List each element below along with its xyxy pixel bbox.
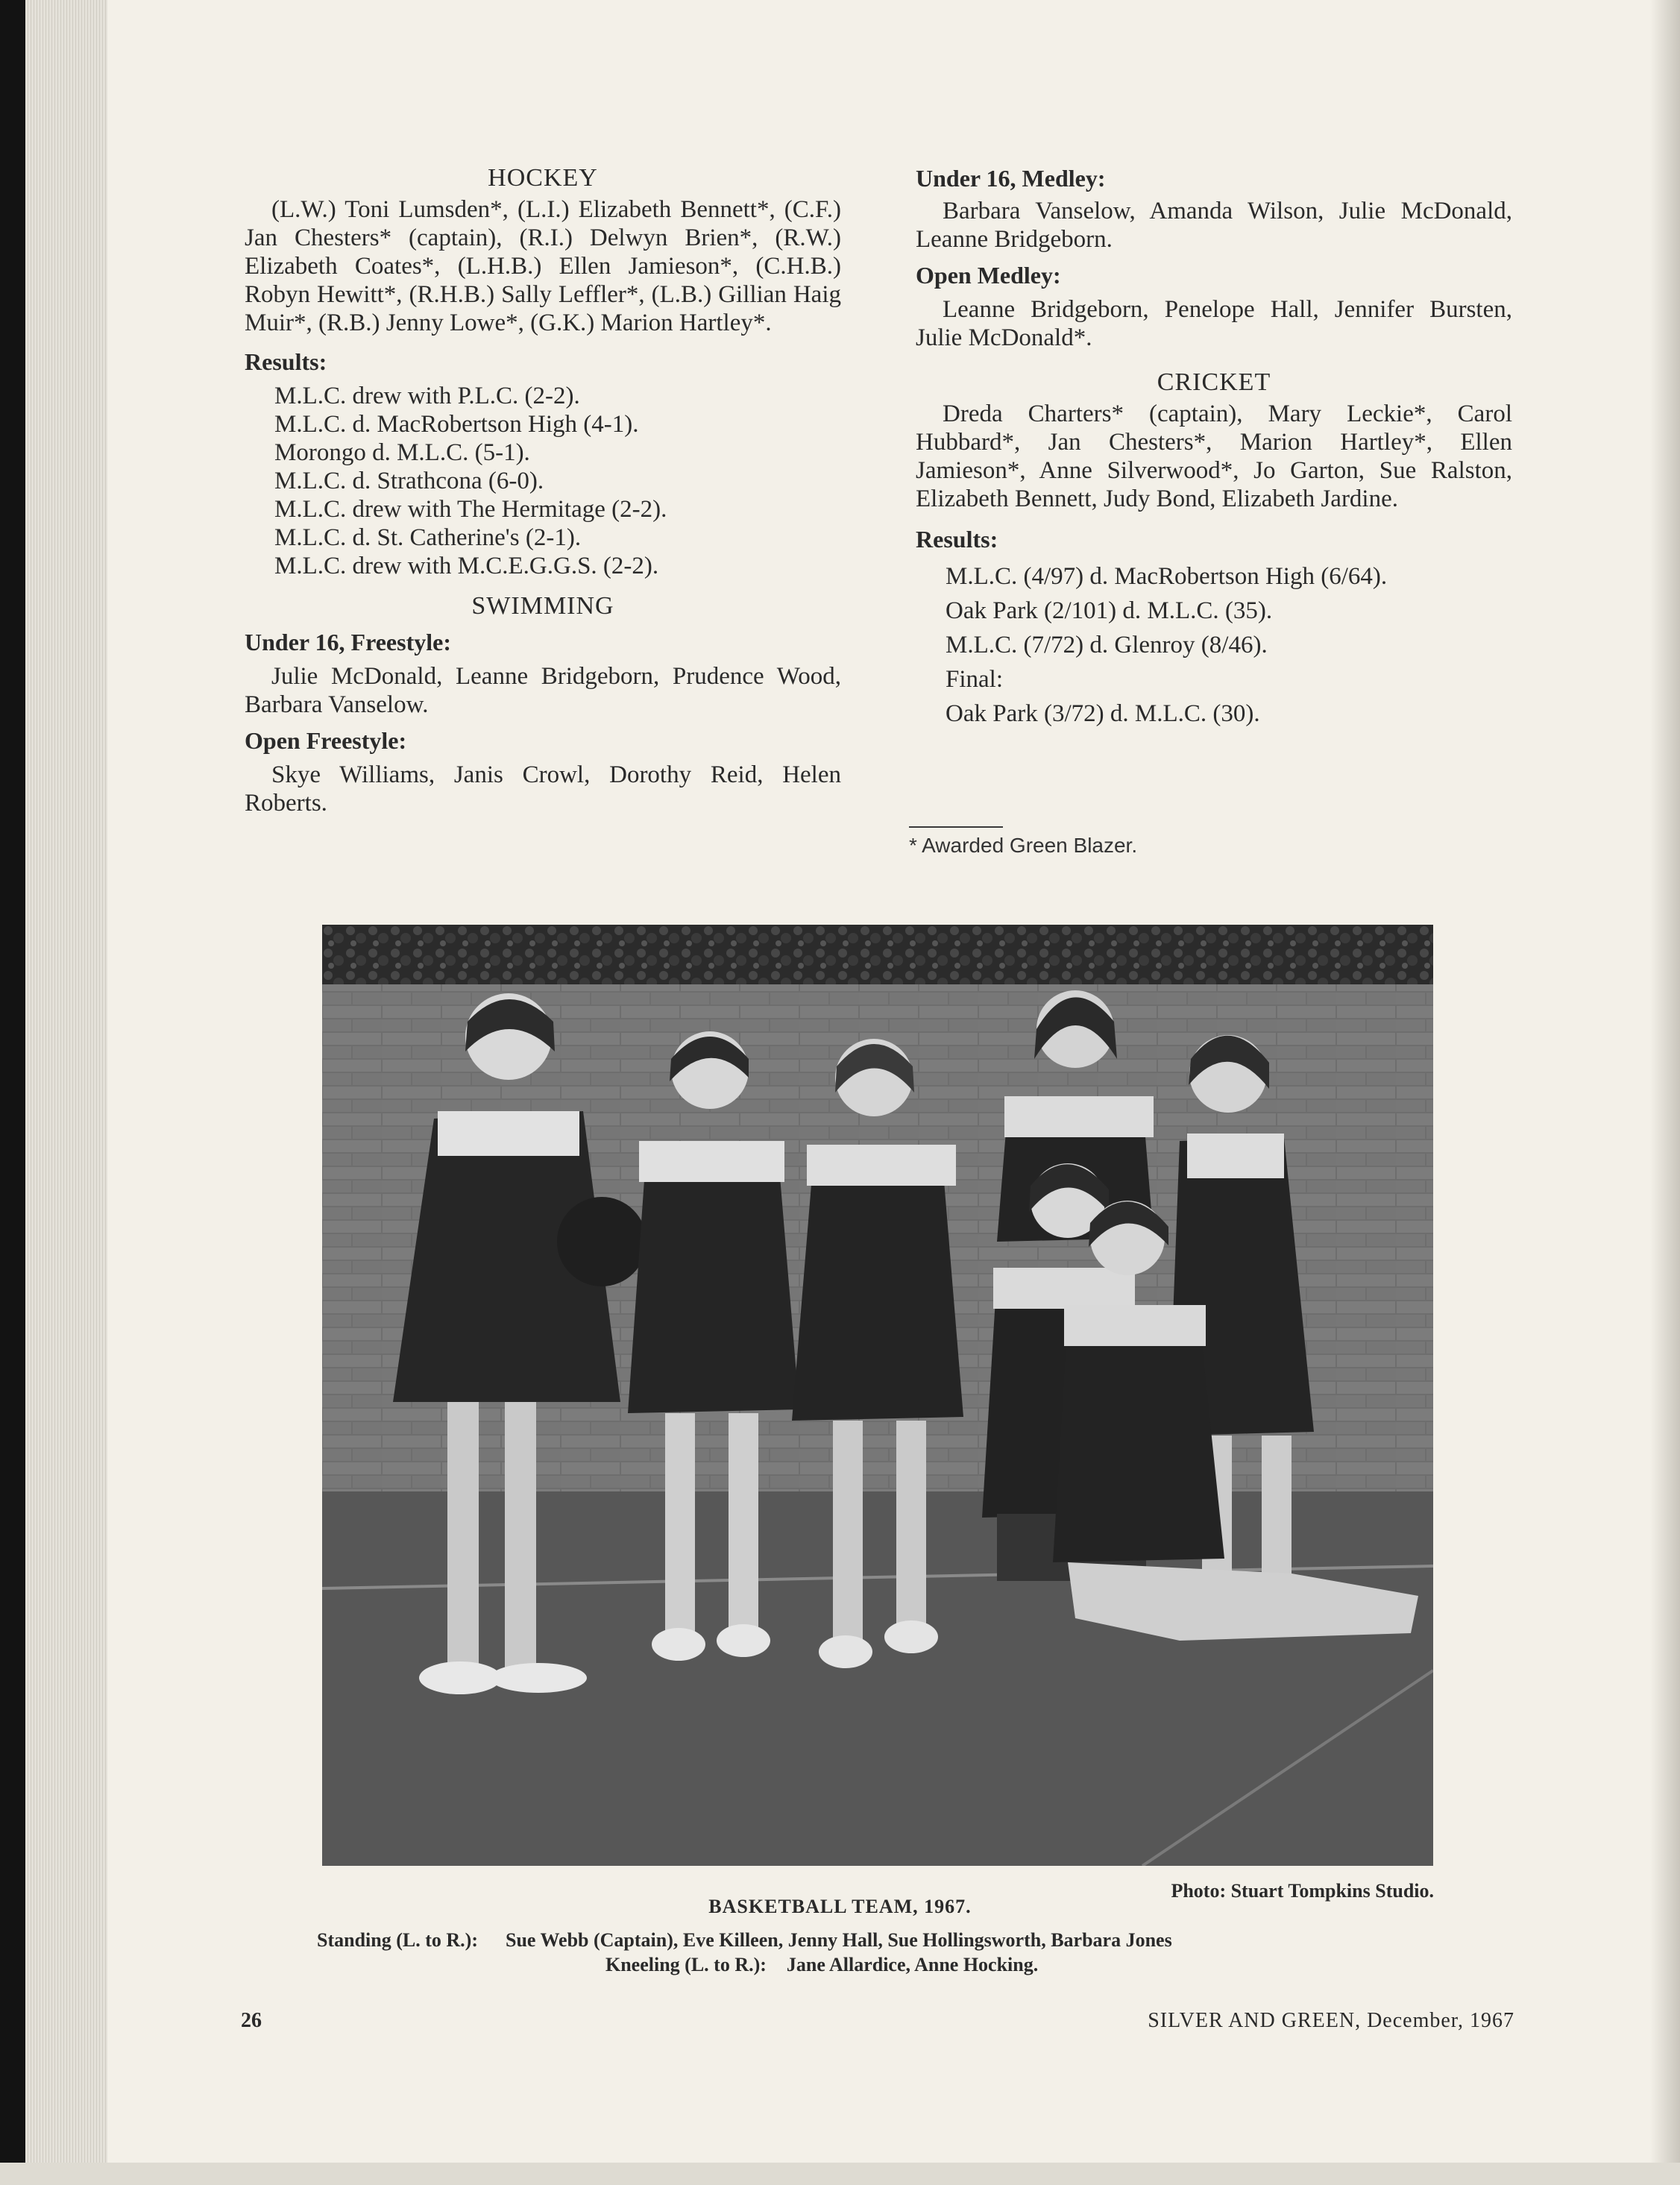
page-number: 26: [241, 2009, 262, 2032]
cricket-heading: CRICKET: [1157, 368, 1271, 396]
open-freestyle-label: Open Freestyle:: [245, 727, 407, 754]
left-column: [245, 164, 841, 817]
hockey-results-list: [245, 382, 841, 580]
open-medley-label: Open Medley:: [916, 262, 1061, 289]
hockey-result: M.L.C. drew with The Hermitage (2-2).: [274, 496, 667, 523]
swimming-heading: SWIMMING: [471, 592, 614, 620]
kneeling-names: Jane Allardice, Anne Hocking.: [786, 1954, 1039, 1975]
hockey-result: M.L.C. drew with M.C.E.G.G.S. (2-2).: [274, 553, 659, 579]
right-column: [916, 164, 1512, 731]
cricket-result: M.L.C. (7/72) d. Glenroy (8/46).: [946, 632, 1268, 658]
under16-medley-names: Barbara Vanselow, Amanda Wilson, Julie McDonald, Leanne Bridgeborn.: [916, 198, 1512, 253]
standing-names: Sue Webb (Captain), Eve Killeen, Jenny Hall, Sue Hollingsworth, Barbara Jones: [505, 1929, 1172, 1951]
footnote-rule: [909, 826, 1003, 828]
hockey-result: M.L.C. d. Strathcona (6-0).: [274, 468, 544, 494]
cricket-result-final-label: Final:: [946, 666, 1004, 693]
right-page-edge: [1650, 0, 1680, 2185]
hockey-result: M.L.C. drew with P.L.C. (2-2).: [274, 383, 580, 409]
cricket-result: M.L.C. (4/97) d. MacRobertson High (6/64).: [946, 563, 1388, 590]
team-photograph: [322, 925, 1433, 1866]
book-spine: [0, 0, 25, 2185]
hockey-result: M.L.C. d. St. Catherine's (2-1).: [274, 524, 582, 551]
page-edges: [25, 0, 107, 2185]
kneeling-label: Kneeling (L. to R.):: [605, 1954, 767, 1975]
caption-standing-row: [317, 1929, 1172, 1952]
hockey-result: Morongo d. M.L.C. (5-1).: [274, 439, 530, 466]
under16-medley-label: Under 16, Medley:: [916, 165, 1106, 192]
hockey-results-label: Results:: [245, 348, 327, 375]
cricket-team-list: Dreda Charters* (captain), Mary Leckie*, Carol Hubbard*, Jan Chesters*, Marion Hartley*, Ellen Jamieson*, Anne Silverwood*, Jo Garton, Sue Ralston, Elizabeth Bennett, Judy Bond, Elizabeth Jardine.: [916, 400, 1512, 512]
open-medley-names: Leanne Bridgeborn, Penelope Hall, Jennifer Bursten, Julie McDonald*.: [916, 296, 1512, 351]
hockey-team-list: (L.W.) Toni Lumsden*, (L.I.) Elizabeth Bennett*, (C.F.) Jan Chesters* (captain), (R.I.) Delwyn Brien*, (R.W.) Elizabeth Coates*, (L.H.B.) Ellen Jamieson*, (C.H.B.) Robyn Hewitt*, (R.H.B.) Sally Leffler*, (L.B.) Gillian Haig Muir*, (R.B.) Jenny Lowe*, (G.K.) Marion Hartley*.: [245, 196, 841, 336]
standing-label: Standing (L. to R.):: [317, 1929, 478, 1951]
open-freestyle-names: Skye Williams, Janis Crowl, Dorothy Reid, Helen Roberts.: [245, 761, 841, 817]
publication-footer: SILVER AND GREEN, December, 1967: [1148, 2009, 1514, 2032]
caption-title: BASKETBALL TEAM, 1967.: [708, 1896, 972, 1917]
cricket-results-list: [916, 559, 1512, 731]
bottom-page-edge: [0, 2163, 1680, 2185]
footnote: * Awarded Green Blazer.: [909, 834, 1138, 857]
under16-freestyle-label: Under 16, Freestyle:: [245, 629, 451, 656]
cricket-result: Oak Park (2/101) d. M.L.C. (35).: [946, 597, 1273, 624]
cricket-results-label: Results:: [916, 526, 998, 553]
hockey-result: M.L.C. d. MacRobertson High (4-1).: [274, 411, 639, 438]
basketball: [557, 1197, 646, 1286]
hockey-heading: HOCKEY: [488, 164, 598, 192]
photo-credit: Photo: Stuart Tompkins Studio.: [1171, 1880, 1434, 1902]
caption-kneeling-row: [605, 1954, 1038, 1976]
cricket-result: Oak Park (3/72) d. M.L.C. (30).: [946, 700, 1260, 727]
under16-freestyle-names: Julie McDonald, Leanne Bridgeborn, Prudence Wood, Barbara Vanselow.: [245, 663, 841, 718]
